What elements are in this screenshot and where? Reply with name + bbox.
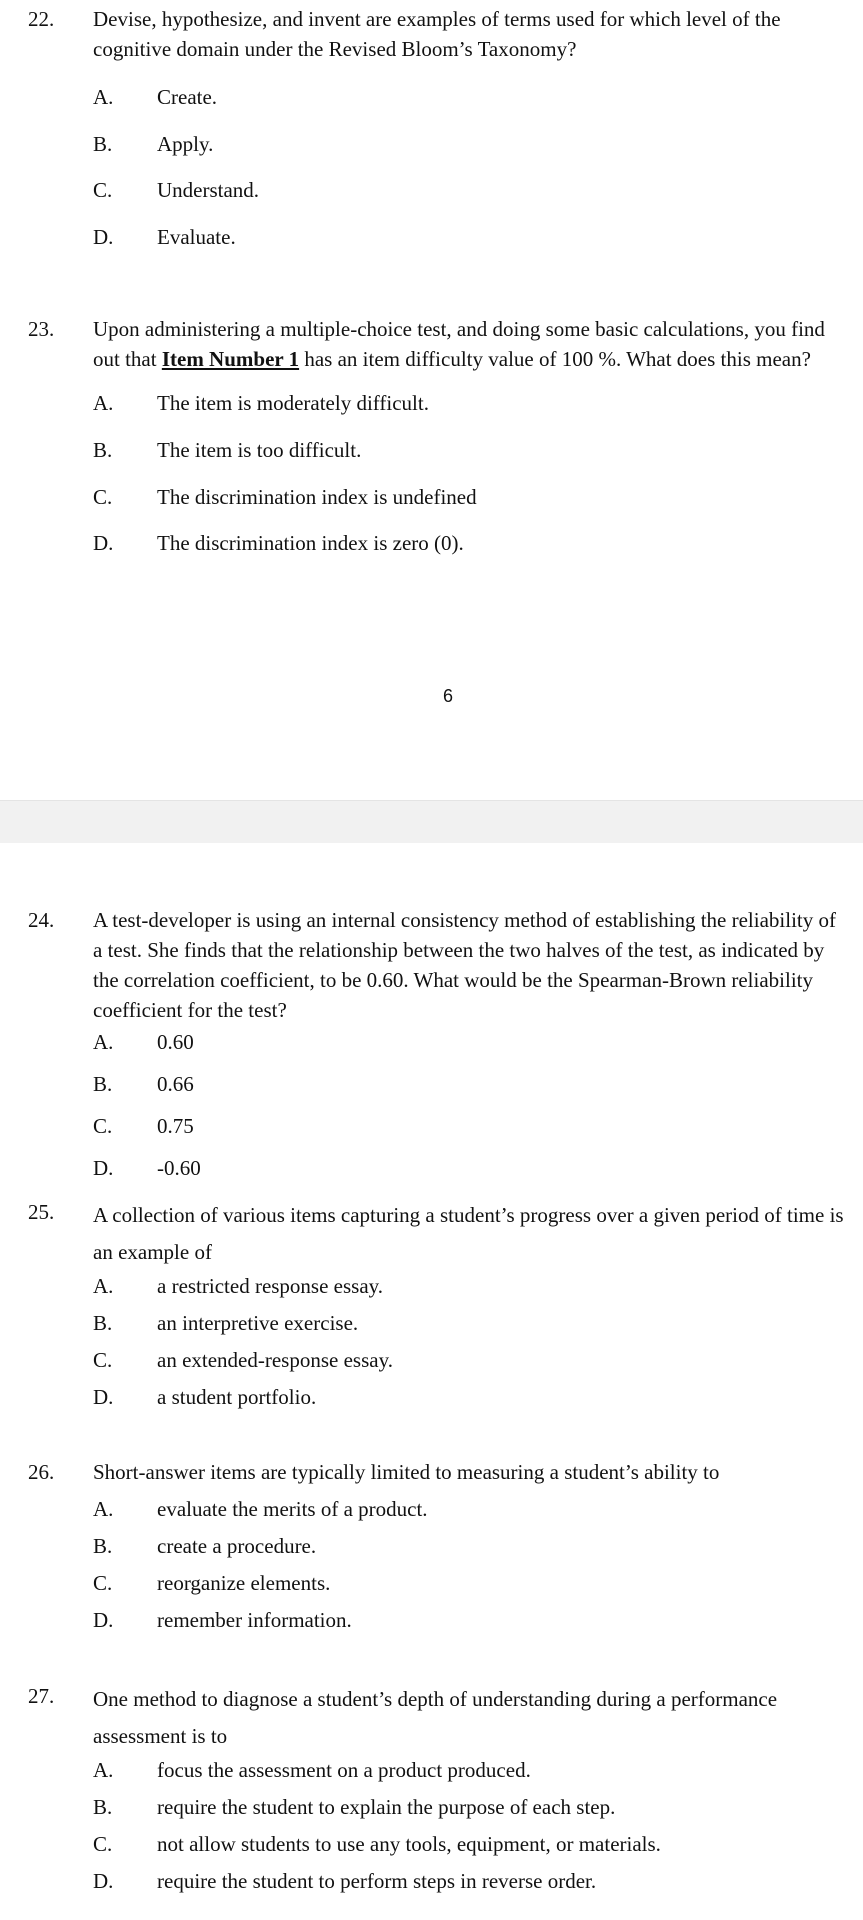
question-stem xyxy=(93,1457,863,1487)
option-text: 0.75 xyxy=(157,1114,194,1138)
option-letter: A. xyxy=(93,391,114,415)
option-text: The discrimination index is zero (0). xyxy=(157,531,464,555)
stem-line: coefficient for the test? xyxy=(93,998,287,1022)
option-text: a restricted response essay. xyxy=(157,1274,384,1298)
stem-text: out that xyxy=(93,347,162,371)
option-b xyxy=(93,1792,863,1822)
question-stem xyxy=(93,1197,863,1271)
option-c xyxy=(93,482,863,512)
option-letter: A. xyxy=(93,85,114,109)
stem-line: Devise, hypothesize, and invent are examples of terms used for which level of the xyxy=(93,7,781,31)
option-letter: C. xyxy=(93,1832,113,1856)
option-text: The item is too difficult. xyxy=(157,438,362,462)
option-text: an extended-response essay. xyxy=(157,1348,393,1372)
stem-line: A collection of various items capturing a student’s progress over a given period of time is xyxy=(93,1203,844,1227)
question-number: 27. xyxy=(28,1684,55,1708)
option-b xyxy=(93,1069,863,1099)
question-number: 24. xyxy=(28,908,55,932)
option-d xyxy=(93,528,863,558)
option-text: not allow students to use any tools, equipment, or materials. xyxy=(157,1832,661,1856)
option-text: reorganize elements. xyxy=(157,1571,331,1595)
option-b xyxy=(93,1531,863,1561)
item-number-emphasis: Item Number 1 xyxy=(161,347,300,371)
option-letter: B. xyxy=(93,1311,113,1335)
option-letter: D. xyxy=(93,1608,114,1632)
option-text: Evaluate. xyxy=(157,225,236,249)
question-stem xyxy=(93,314,863,374)
option-a xyxy=(93,1271,863,1301)
option-letter: B. xyxy=(93,1795,113,1819)
stem-line: cognitive domain under the Revised Bloom’s Taxonomy? xyxy=(93,37,577,61)
option-text: 0.60 xyxy=(157,1030,194,1054)
option-c xyxy=(93,175,863,205)
option-text: The item is moderately difficult. xyxy=(157,391,429,415)
option-a xyxy=(93,82,863,112)
option-text: create a procedure. xyxy=(157,1534,317,1558)
option-text: The discrimination index is undefined xyxy=(157,485,477,509)
option-letter: A. xyxy=(93,1274,114,1298)
option-letter: C. xyxy=(93,1348,113,1372)
option-letter: C. xyxy=(93,1571,113,1595)
option-text: 0.66 xyxy=(157,1072,194,1096)
stem-line: a test. She finds that the relationship between the two halves of the test, as indicated by xyxy=(93,938,825,962)
option-text: evaluate the merits of a product. xyxy=(157,1497,428,1521)
stem-line: an example of xyxy=(93,1240,212,1264)
page-number: 6 xyxy=(443,686,454,706)
page-break xyxy=(0,800,863,843)
option-b xyxy=(93,129,863,159)
option-b xyxy=(93,435,863,465)
option-letter: C. xyxy=(93,1114,113,1138)
stem-text: has an item difficulty value of 100 %. What does this mean? xyxy=(299,347,811,371)
option-letter: B. xyxy=(93,1534,113,1558)
option-text: a student portfolio. xyxy=(157,1385,317,1409)
option-d xyxy=(93,1382,863,1412)
question-number: 25. xyxy=(28,1200,55,1224)
option-d xyxy=(93,1153,863,1183)
option-letter: D. xyxy=(93,1385,114,1409)
stem-line: assessment is to xyxy=(93,1724,228,1748)
option-letter: A. xyxy=(93,1497,114,1521)
option-letter: C. xyxy=(93,485,113,509)
option-a xyxy=(93,1494,863,1524)
question-stem xyxy=(93,1681,863,1755)
option-text: Understand. xyxy=(157,178,260,202)
option-b xyxy=(93,1308,863,1338)
option-letter: C. xyxy=(93,178,113,202)
option-text: focus the assessment on a product produced. xyxy=(157,1758,531,1782)
stem-line: the correlation coefficient, to be 0.60. What would be the Spearman-Brown reliability xyxy=(93,968,813,992)
option-text: Apply. xyxy=(157,132,214,156)
stem-line: Short-answer items are typically limited to measuring a student’s ability to xyxy=(93,1460,720,1484)
question-stem xyxy=(93,4,863,64)
option-text: -0.60 xyxy=(157,1156,201,1180)
option-a xyxy=(93,1755,863,1785)
question-number: 23. xyxy=(28,317,55,341)
question-stem xyxy=(93,905,863,1025)
option-c xyxy=(93,1345,863,1375)
stem-line: A test-developer is using an internal consistency method of establishing the reliability of xyxy=(93,908,836,932)
option-text: require the student to perform steps in reverse order. xyxy=(157,1869,597,1893)
option-c xyxy=(93,1568,863,1598)
option-letter: D. xyxy=(93,225,114,249)
question-number: 22. xyxy=(28,7,55,31)
option-letter: B. xyxy=(93,438,113,462)
option-d xyxy=(93,1605,863,1635)
option-a xyxy=(93,1027,863,1057)
option-letter: D. xyxy=(93,531,114,555)
option-text: Create. xyxy=(157,85,218,109)
stem-line: Upon administering a multiple-choice test, and doing some basic calculations, you find xyxy=(93,317,825,341)
option-d xyxy=(93,222,863,252)
option-a xyxy=(93,388,863,418)
question-number: 26. xyxy=(28,1460,55,1484)
option-letter: A. xyxy=(93,1758,114,1782)
option-d xyxy=(93,1866,863,1896)
option-letter: D. xyxy=(93,1869,114,1893)
option-letter: D. xyxy=(93,1156,114,1180)
option-letter: A. xyxy=(93,1030,114,1054)
option-letter: B. xyxy=(93,1072,113,1096)
stem-line: One method to diagnose a student’s depth of understanding during a performance xyxy=(93,1687,778,1711)
option-letter: B. xyxy=(93,132,113,156)
stem-line xyxy=(93,344,863,374)
option-text: remember information. xyxy=(157,1608,352,1632)
option-text: require the student to explain the purpose of each step. xyxy=(157,1795,616,1819)
option-c xyxy=(93,1111,863,1141)
option-text: an interpretive exercise. xyxy=(157,1311,359,1335)
option-c xyxy=(93,1829,863,1859)
